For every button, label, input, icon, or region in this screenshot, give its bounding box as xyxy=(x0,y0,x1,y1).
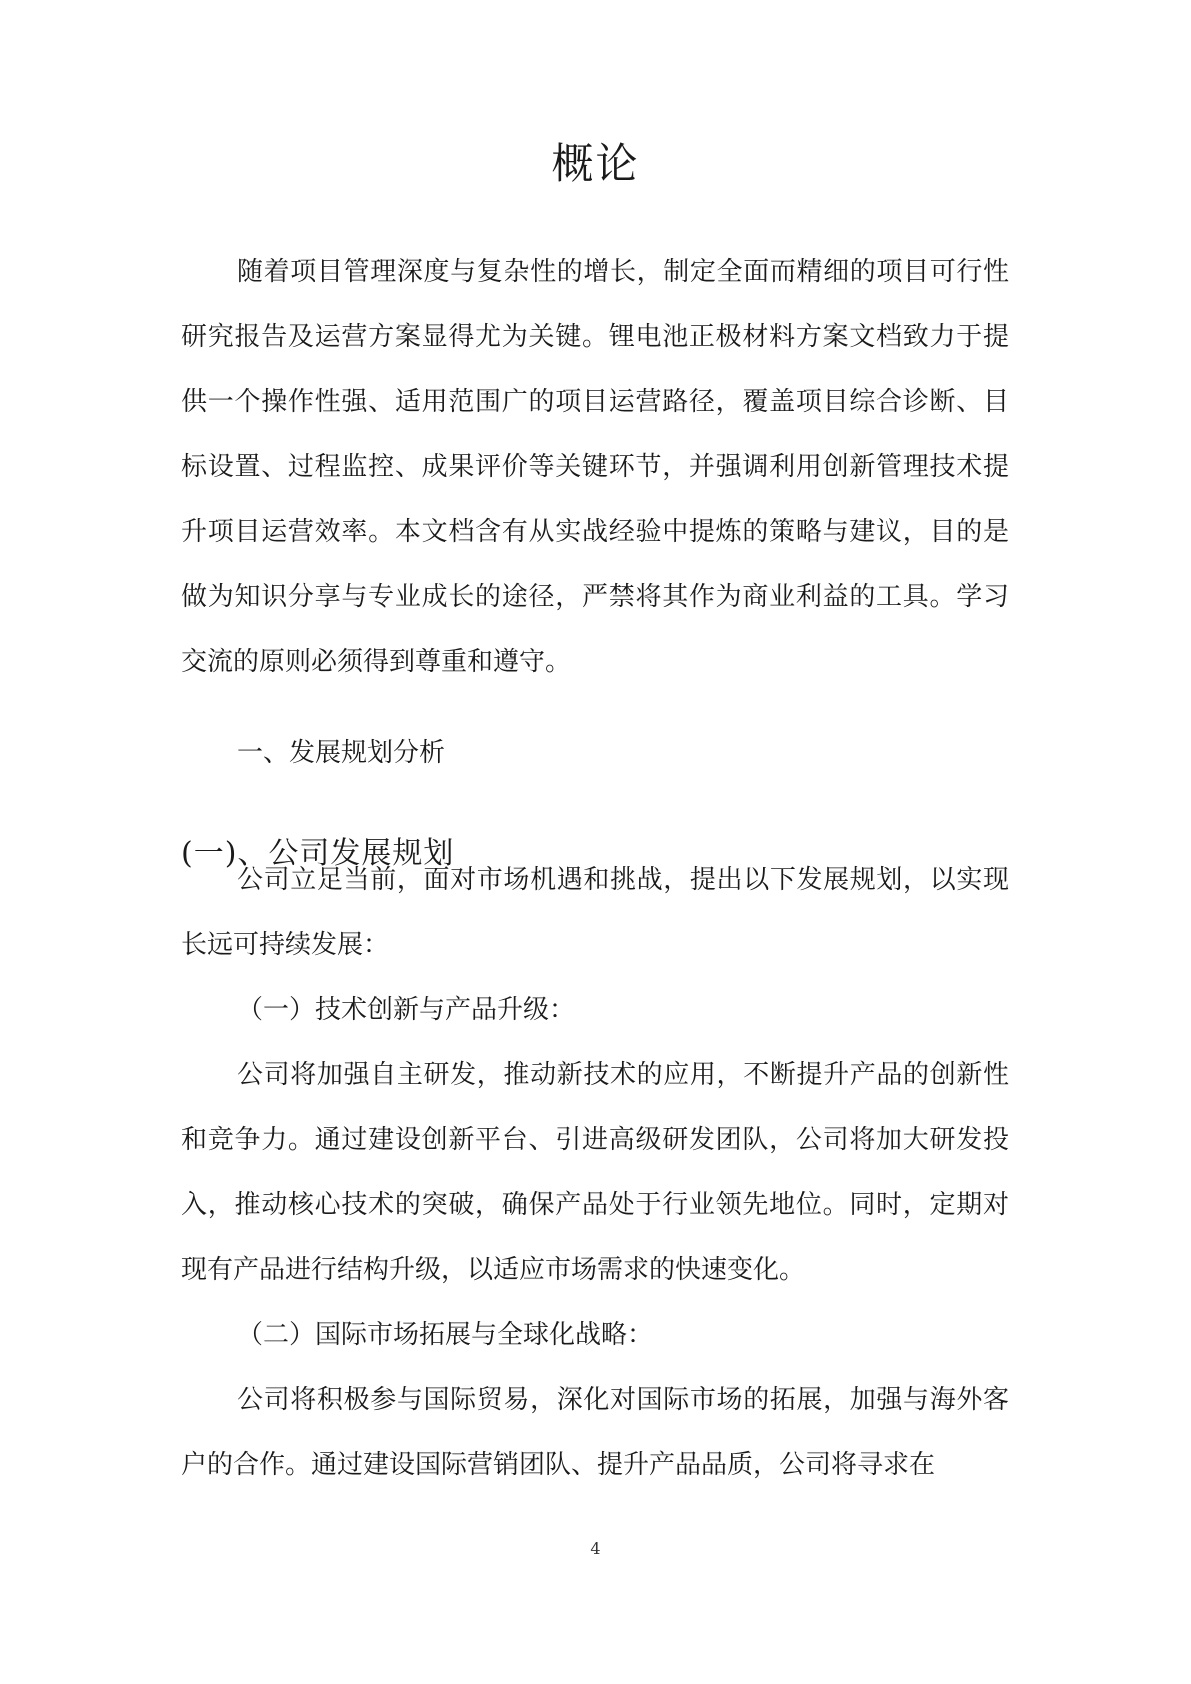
item2-paragraph: 公司将积极参与国际贸易，深化对国际市场的拓展，加强与海外客户的合作。通过建设国际营销团队、提升产品品质，公司将寻求在 xyxy=(181,1385,1009,1480)
item1-heading: （一）技术创新与产品升级： xyxy=(237,995,576,1025)
plan-intro-paragraph: 公司立足当前，面对市场机遇和挑战，提出以下发展规划，以实现长远可持续发展： xyxy=(181,865,1009,960)
intro-paragraph: 随着项目管理深度与复杂性的增长，制定全面而精细的项目可行性研究报告及运营方案显得尤为关键。锂电池正极材料方案文档致力于提供一个操作性强、适用范围广的项目运营路径，覆盖项目综合诊断、目标设置、过程监控、成果评价等关键环节，并强调利用创新管理技术提升项目运营效率。本文档含有从实战经验中提炼的策略与建议，目的是做为知识分享与专业成长的途径，严禁将其作为商业利益的工具。学习交流的原则必须得到尊重和遵守。 xyxy=(181,257,1009,677)
page-number: 4 xyxy=(590,1539,601,1558)
item2-heading: （二）国际市场拓展与全球化战略： xyxy=(237,1320,654,1350)
section-heading: 一、发展规划分析 xyxy=(237,738,446,768)
item1-paragraph: 公司将加强自主研发，推动新技术的应用，不断提升产品的创新性和竞争力。通过建设创新平台、引进高级研发团队，公司将加大研发投入，推动核心技术的突破，确保产品处于行业领先地位。同时，定期对现有产品进行结构升级，以适应市场需求的快速变化。 xyxy=(181,1060,1009,1285)
page-title: 概论 xyxy=(551,139,640,188)
subsection-heading: (一)、公司发展规划 xyxy=(181,836,455,871)
